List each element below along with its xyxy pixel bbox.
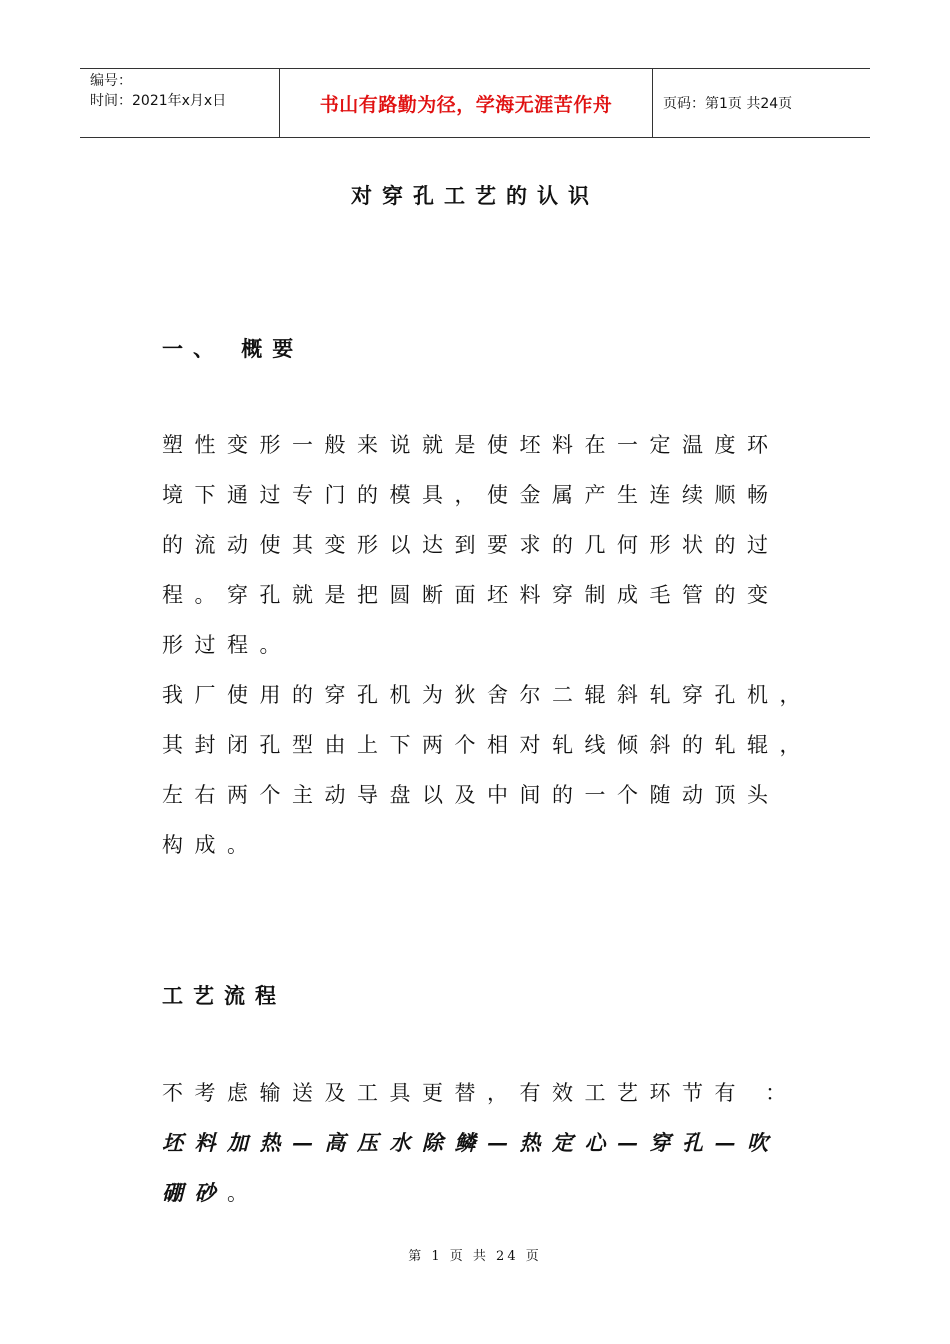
section-heading-overview: 一、 概要 <box>162 337 304 361</box>
paragraph-line: 的流动使其变形以达到要求的几何形状的过 <box>162 533 780 557</box>
overview-paragraph <box>162 420 842 870</box>
number-label: 编号： <box>90 73 132 89</box>
paragraph-line: 形过程。 <box>162 633 292 657</box>
time-label: 时间：2021年x月x日 <box>90 93 227 109</box>
process-flow-line: 坯料加热—高压水除鳞—热定心—穿孔—吹 <box>162 1130 780 1155</box>
header-meta <box>80 69 280 137</box>
header-page-info: 页码：第1页 共24页 <box>663 96 793 112</box>
paragraph-line: 塑性变形一般来说就是使坯料在一定温度环 <box>162 433 780 457</box>
header-table <box>80 68 870 138</box>
paragraph-line: 我厂使用的穿孔机为狄舍尔二辊斜轧穿孔机， <box>162 683 812 707</box>
header-motto: 书山有路勤为径，学海无涯苦作舟 <box>280 69 653 137</box>
paragraph-line: 程。穿孔就是把圆断面坯料穿制成毛管的变 <box>162 583 780 607</box>
document-title: 对穿孔工艺的认识 <box>351 184 599 208</box>
paragraph-line: 境下通过专门的模具，使金属产生连续顺畅 <box>162 483 780 507</box>
process-flow-text: 硼砂 <box>162 1180 227 1205</box>
process-flow-line-2 <box>162 1168 842 1218</box>
process-intro: 不考虑输送及工具更替，有效工艺环节有 ： <box>162 1081 798 1105</box>
section-heading-process-flow: 工艺流程 <box>162 984 286 1008</box>
process-flow-end: 。 <box>227 1181 260 1205</box>
paragraph-line: 构成。 <box>162 833 260 857</box>
process-flow-paragraph <box>162 1068 842 1218</box>
page-footer: 第 1 页 共 24 页 <box>408 1249 542 1264</box>
paragraph-line: 其封闭孔型由上下两个相对轧线倾斜的轧辊， <box>162 733 812 757</box>
paragraph-line: 左右两个主动导盘以及中间的一个随动顶头 <box>162 783 780 807</box>
